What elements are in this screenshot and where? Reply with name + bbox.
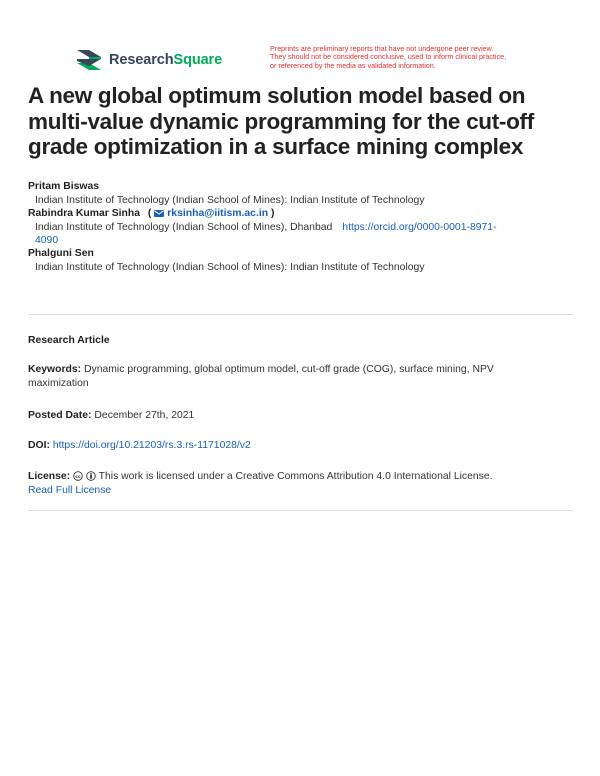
keywords-text: maximization [28,377,89,389]
keywords [28,363,573,390]
corresponding-author [28,207,573,221]
paper-title [28,83,583,160]
author-name: Rabindra Kumar Sinha [28,208,141,219]
posted-date [28,409,573,423]
author-name: Phalguni Sen [28,248,94,259]
author-affiliation: Indian Institute of Technology (Indian School of Mines): Indian Institute of Technology [35,262,425,273]
notice-line: or referenced by the media as validated information. [270,60,436,70]
posted-date-value: December 27th, 2021 [94,410,195,421]
keywords-label: Keywords: [28,364,82,375]
cc-icon [73,471,83,481]
affiliation-text: Indian Institute of Technology (Indian School of Mines), Dhanbad [35,222,333,233]
read-full-license-link[interactable]: Read Full License [28,484,112,496]
title-line: multi-value dynamic programming for the cut-off [28,108,534,134]
author-affiliation: Indian Institute of Technology (Indian School of Mines): Indian Institute of Technology [35,195,425,206]
notice-line: They should not be considered conclusive, used to inform clinical practice, [270,52,507,62]
orcid-link[interactable]: https://orcid.org/0000-0001-8971- [342,222,497,233]
doi [28,439,573,453]
paren: ( [147,208,152,219]
doi-label: DOI: [28,440,50,451]
article-type-label: Research Article [28,335,110,346]
posted-date-label: Posted Date: [28,410,92,421]
paren: ) [270,208,275,219]
logo-word-research: Research [109,52,174,68]
logo-word-square: Square [173,52,223,68]
author-list [28,180,573,274]
keywords-text: Dynamic programming, global optimum model, cut-off grade (COG), surface mining, NPV [84,364,494,375]
preprint-notice [270,45,550,70]
author-affiliation [28,221,573,234]
by-icon [86,471,96,481]
research-square-logo-icon [75,48,103,72]
license-label: License: [28,471,71,482]
divider [28,314,573,315]
license [28,470,573,497]
article-type [28,334,573,348]
doi-link[interactable]: https://doi.org/10.21203/rs.3.rs-1171028/v2 [52,440,251,451]
svg-text:cc: cc [75,474,81,480]
orcid-link-continued[interactable]: 4090 [35,235,59,246]
logo-wordmark [109,52,222,68]
title-line: grade optimization in a surface mining complex [28,134,524,159]
envelope-icon [154,210,164,217]
license-text: This work is licensed under a Creative Commons Attribution 4.0 International License. [98,471,493,482]
notice-line: Preprints are preliminary reports that have not undergone peer review. [270,44,494,53]
research-square-logo[interactable] [75,48,222,72]
author-name: Pritam Biswas [28,181,100,192]
title-line: A new global optimum solution model based on [28,83,526,108]
author-email-link[interactable]: rksinha@iitism.ac.in [167,208,269,219]
divider [28,510,573,511]
